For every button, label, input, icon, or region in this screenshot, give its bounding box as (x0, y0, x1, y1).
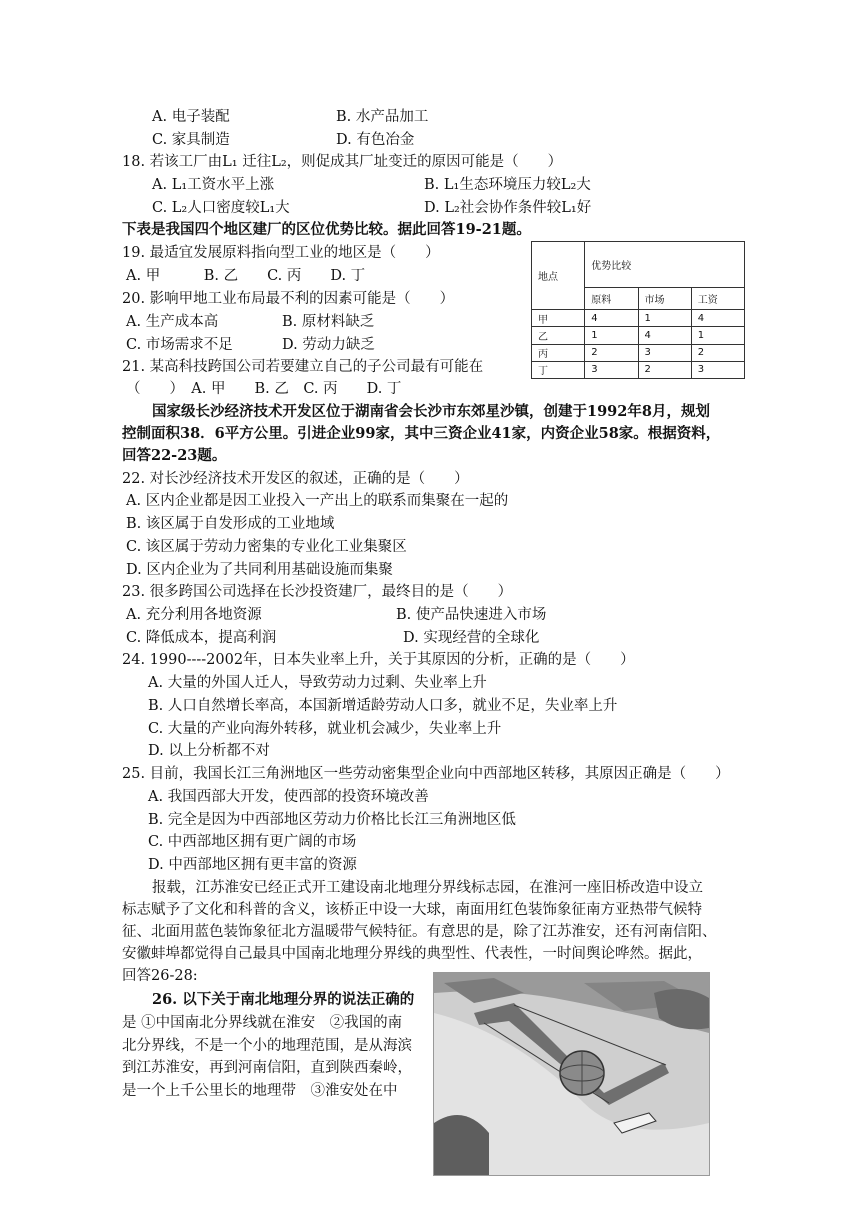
table-col-header: 市场 (638, 288, 691, 310)
q19-options: A. 甲 B. 乙 C. 丙 D. 丁 (126, 268, 366, 284)
q22-option-d: D. 区内企业为了共同利用基础设施而集聚 (126, 562, 393, 578)
table-cell: 1 (585, 327, 638, 344)
passage-changsha-line3: 回答22-23题。 (122, 447, 227, 464)
q24-option-a: A. 大量的外国人迁人，导致劳动力过剩、失业率上升 (148, 675, 487, 691)
q22-option-b: B. 该区属于自发形成的工业地域 (126, 516, 335, 532)
q24-option-c: C. 大量的产业向海外转移，就业机会减少，失业率上升 (148, 721, 502, 737)
table-row (532, 361, 745, 378)
q23-option-d: D. 实现经营的全球化 (403, 630, 540, 646)
table-row (532, 327, 745, 344)
q20-stem: 20. 影响甲地工业布局最不利的因素可能是（ ） (122, 291, 455, 307)
q25-option-a: A. 我国西部大开发，使西部的投资环境改善 (148, 789, 429, 805)
q18-option-b: B. L₁生态环境压力较L₂大 (424, 177, 591, 193)
table-cell: 1 (691, 327, 744, 344)
q23-option-b: B. 使产品快速进入市场 (396, 607, 547, 623)
table-cell: 1 (638, 310, 691, 327)
q24-option-d: D. 以上分析都不对 (148, 743, 270, 759)
q18-option-c: C. L₂人口密度较L₁大 (152, 200, 290, 216)
table-col-header: 工资 (691, 288, 744, 310)
q23-stem: 23. 很多跨国公司选择在长沙投资建厂，最终目的是（ ） (122, 584, 513, 600)
passage-changsha-line1: 国家级长沙经济技术开发区位于湖南省会长沙市东郊星沙镇，创建于1992年8月，规划 (152, 403, 710, 420)
q23-option-a: A. 充分利用各地资源 (126, 607, 262, 623)
q25-option-c: C. 中西部地区拥有更广阔的市场 (148, 834, 357, 850)
q22-option-c: C. 该区属于劳动力密集的专业化工业集聚区 (126, 539, 407, 555)
q25-stem: 25. 目前，我国长江三角洲地区一些劳动密集型企业向中西部地区转移，其原因正确是（ ） (122, 766, 730, 782)
q26-stem-line4: 到江苏淮安，再到河南信阳，直到陕西秦岭， (122, 1060, 412, 1076)
q21-options: （ ） A. 甲 B. 乙 C. 丙 D. 丁 (126, 381, 402, 397)
passage-huaian-line2: 标志赋予了文化和科普的含义，该桥正中设一大球，南面用红色装饰象征南方亚热带气候特 (122, 902, 702, 918)
table-cell: 甲 (532, 310, 585, 327)
q22-stem: 22. 对长沙经济技术开发区的叙述，正确的是（ ） (122, 471, 469, 487)
q25-option-b: B. 完全是因为中西部地区劳动力价格比长江三角洲地区低 (148, 812, 516, 828)
table-cell: 4 (585, 310, 638, 327)
table-header-group: 优势比较 (585, 242, 745, 288)
advantage-table (531, 241, 745, 379)
q25-option-d: D. 中西部地区拥有更丰富的资源 (148, 857, 357, 873)
table-cell: 4 (691, 310, 744, 327)
q22-option-a: A. 区内企业都是因工业投入一产出上的联系而集聚在一起的 (126, 493, 509, 509)
q23-option-c: C. 降低成本，提高利润 (126, 630, 277, 646)
q20-option-c: C. 市场需求不足 (126, 337, 233, 353)
q26-stem-line3: 北分界线，不是一个小的地理范围，是从海滨 (122, 1038, 412, 1054)
table-cell: 3 (585, 361, 638, 378)
q20-option-a: A. 生产成本高 (126, 314, 219, 330)
q24-option-b: B. 人口自然增长率高，本国新增适龄劳动人口多，就业不足，失业率上升 (148, 698, 618, 714)
table-cell: 3 (691, 361, 744, 378)
q26-stem-line5: 是一个上千公里长的地理带 ③淮安处在中 (122, 1083, 398, 1099)
table-intro: 下表是我国四个地区建厂的区位优势比较。据此回答19-21题。 (122, 221, 531, 238)
q17-option-a: A. 电子装配 (152, 109, 230, 125)
q24-stem: 24. 1990----2002年，日本失业率上升，关于其原因的分析，正确的是（ ） (122, 652, 635, 668)
table-row (532, 344, 745, 361)
q20-option-b: B. 原材料缺乏 (282, 314, 375, 330)
q19-stem: 19. 最适宜发展原料指向型工业的地区是（ ） (122, 245, 440, 261)
q21-stem: 21. 某高科技跨国公司若要建立自己的子公司最有可能在 (122, 359, 484, 375)
table-cell: 乙 (532, 327, 585, 344)
q18-stem: 18. 若该工厂由L₁ 迁往L₂，则促成其厂址变迁的原因可能是（ ） (122, 154, 563, 170)
passage-huaian-line1: 报载，江苏淮安已经正式开工建设南北地理分界线标志园，在淮河一座旧桥改造中设立 (152, 880, 703, 896)
table-cell: 2 (691, 344, 744, 361)
passage-changsha-line2: 控制面积38．6平方公里。引进企业99家，其中三资企业41家，内资企业58家。根据资料， (122, 425, 721, 442)
table-cell: 丁 (532, 361, 585, 378)
q17-option-b: B. 水产品加工 (336, 109, 429, 125)
table-cell: 2 (585, 344, 638, 361)
table-header-place: 地点 (532, 242, 585, 310)
q17-option-d: D. 有色冶金 (336, 132, 415, 148)
q20-option-d: D. 劳动力缺乏 (282, 337, 375, 353)
passage-huaian-line3: 征、北面用蓝色装饰象征北方温暖带气候特征。有意思的是，除了江苏淮安，还有河南信阳、 (122, 924, 717, 940)
passage-huaian-line5: 回答26-28: (122, 968, 198, 984)
table-row (532, 310, 745, 327)
table-cell: 丙 (532, 344, 585, 361)
q17-option-c: C. 家具制造 (152, 132, 230, 148)
q26-stem-line1: 26. 以下关于南北地理分界的说法正确的 (152, 991, 415, 1008)
bridge-landmark-image (433, 972, 710, 1176)
table-cell: 2 (638, 361, 691, 378)
table-cell: 4 (638, 327, 691, 344)
q18-option-a: A. L₁工资水平上涨 (152, 177, 275, 193)
passage-huaian-line4: 安徽蚌埠都觉得自己最具中国南北地理分界线的典型性、代表性，一时间舆论哗然。据此， (122, 946, 702, 962)
table-col-header: 原料 (585, 288, 638, 310)
table-cell: 3 (638, 344, 691, 361)
q18-option-d: D. L₂社会协作条件较L₁好 (424, 200, 592, 216)
q26-stem-line2: 是 ①中国南北分界线就在淮安 ②我国的南 (122, 1015, 403, 1031)
